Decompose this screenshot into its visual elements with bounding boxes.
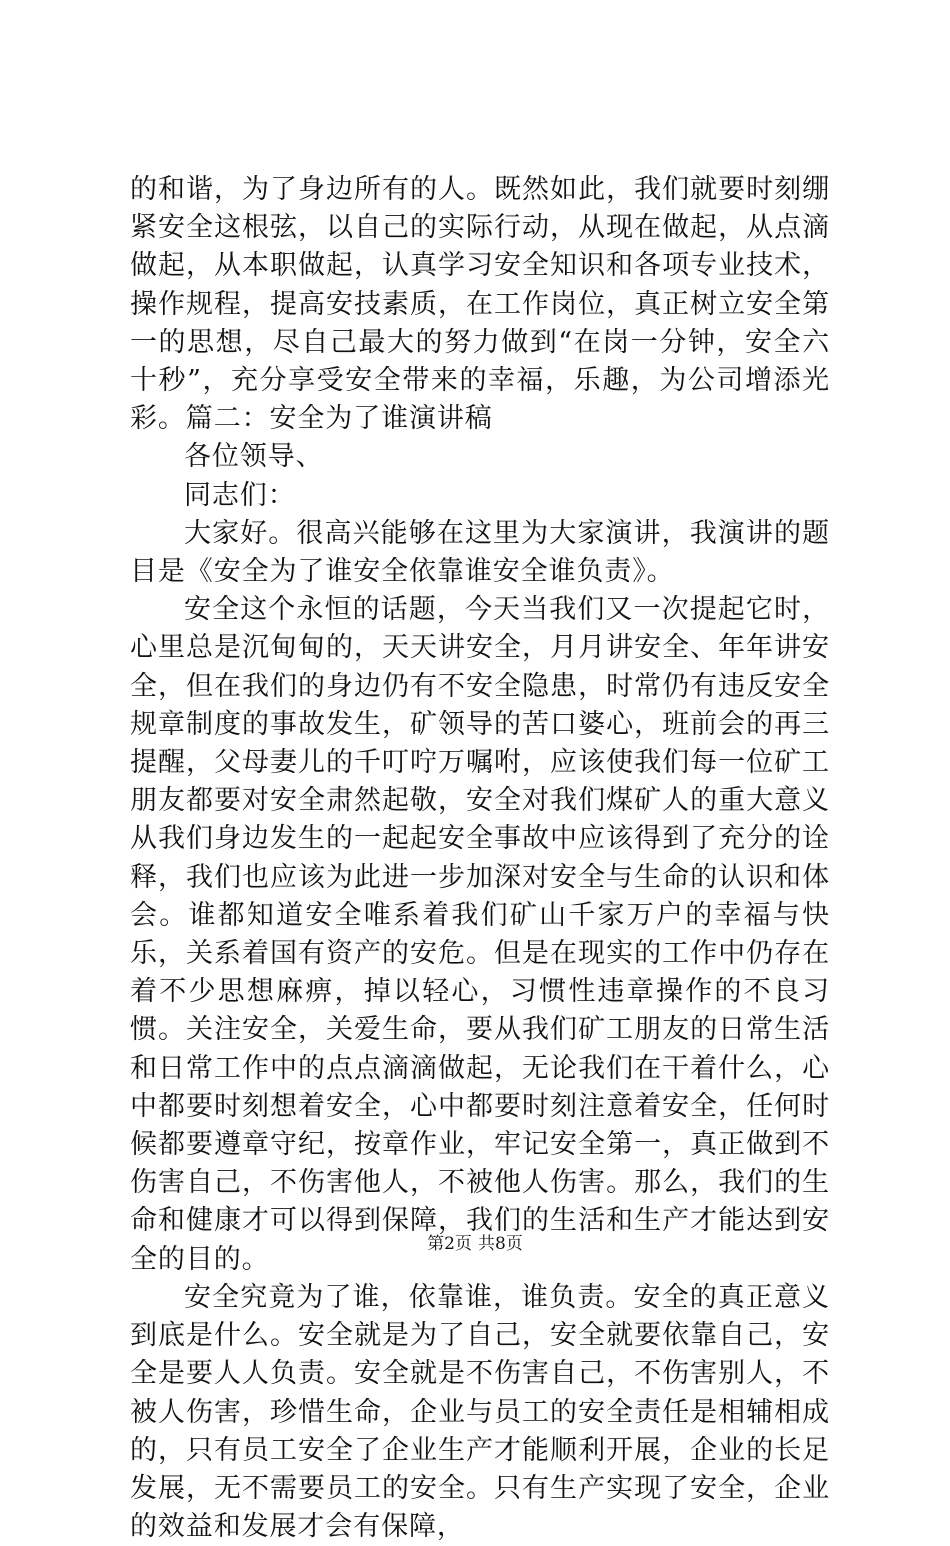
page-footer [0,1233,950,1255]
body-paragraph-greeting-leaders: 各位领导、 [184,441,324,473]
document-body [130,171,830,1546]
page-number-current: 第2页 [427,1234,472,1254]
body-paragraph-5: 安全这个永恒的话题，今天当我们又一次提起它时，心里总是沉甸甸的，天天讲安全，月月讲安全、年年讲安全，但在我们的身边仍有不安全隐患，时常仍有违反安全规章制度的事故发生，矿领导的苦口婆心，班前会的再三提醒，父母妻儿的千叮咛万嘱咐，应该使我们每一位矿工朋友都要对安全肃然起敬，安全对我们煤矿人的重大意义从我们身边发生的一起起安全事故中应该得到了充分的诠释，我们也应该为此进一步加深对安全与生命的认识和体会。谁都知道安全唯系着我们矿山千家万户的幸福与快乐，关系着国有资产的安危。但是在现实的工作中仍存在着不少思想麻痹，掉以轻心，习惯性违章操作的不良习惯。关注安全，关爱生命，要从我们矿工朋友的日常生活和日常工作中的点点滴滴做起，无论我们在干着什么，心中都要时刻想着安全，心中都要时刻注意着安全，任何时候都要遵章守纪，按章作业，牢记安全第一，真正做到不伤害自己，不伤害他人，不被他人伤害。那么，我们的生命和健康才可以得到保障，我们的生活和生产才能达到安全的目的。 [130,594,830,1275]
body-paragraph-opening: 大家好。很高兴能够在这里为大家演讲，我演讲的题目是《安全为了谁安全依靠谁安全谁负责》。 [130,517,830,588]
body-paragraph-6: 安全究竟为了谁，依靠谁，谁负责。安全的真正意义到底是什么。安全就是为了自己，安全就要依靠自己，安全是要人人负责。安全就是不伤害自己，不伤害别人，不被人伤害，珍惜生命，企业与员工的安全责任是相辅相成的，只有员工安全了企业生产才能顺利开展，企业的长足发展，无不需要员工的安全。只有生产实现了安全，企业的效益和发展才会有保障， [130,1281,830,1543]
body-paragraph-greeting-comrades: 同志们： [184,479,296,511]
page-number-total: 共8页 [478,1234,523,1254]
body-paragraph-1: 的和谐，为了身边所有的人。既然如此，我们就要时刻绷紧安全这根弦，以自己的实际行动，从现在做起，从点滴做起，从本职做起，认真学习安全知识和各项专业技术，操作规程，提高安技素质，在工作岗位，真正树立安全第一的思想，尽自己最大的努力做到“在岗一分钟，安全六十秒”，充分享受安全带来的幸福，乐趣，为公司增添光彩。篇二：安全为了谁演讲稿 [130,174,830,435]
